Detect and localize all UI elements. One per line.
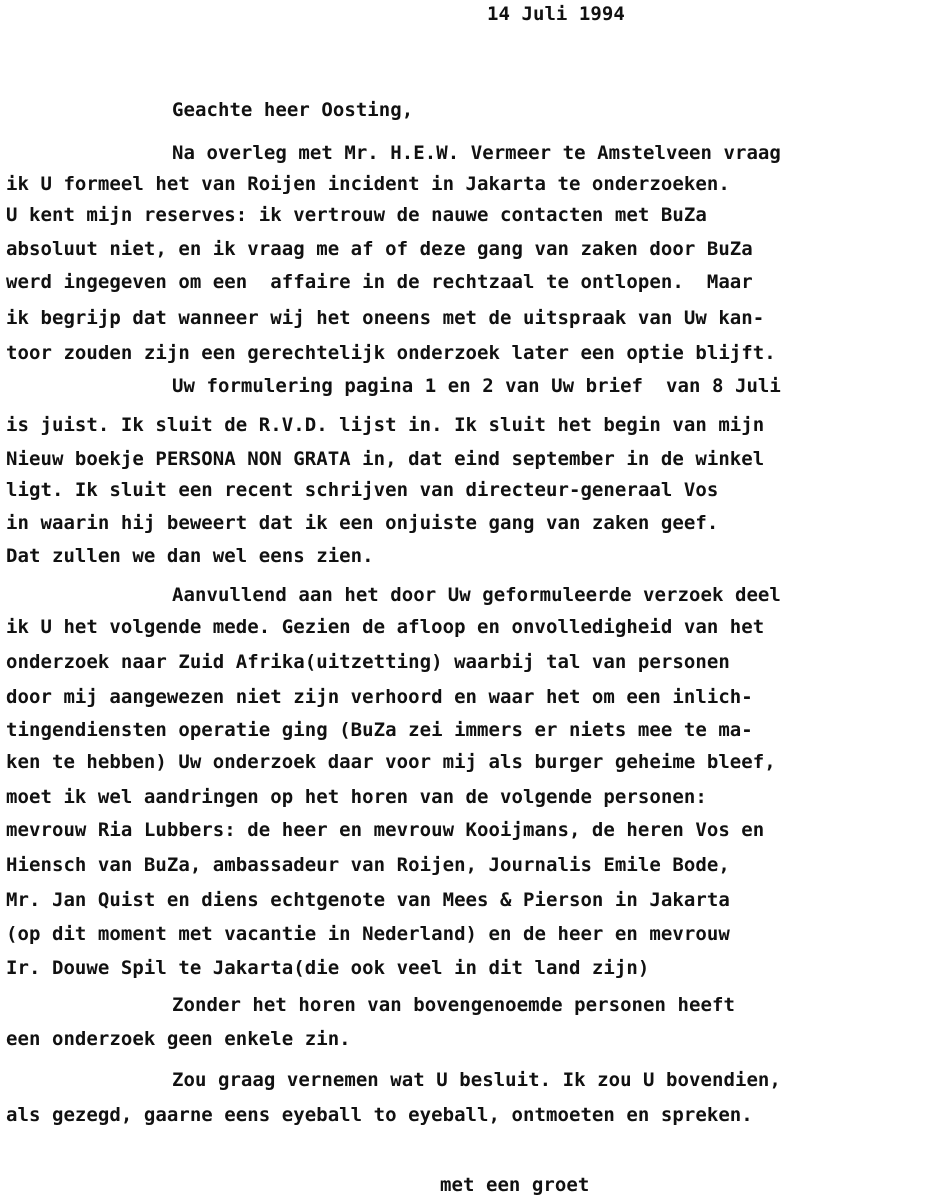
letter-line: als gezegd, gaarne eens eyeball to eyeball, ontmoeten en spreken. xyxy=(6,1104,753,1126)
letter-line: een onderzoek geen enkele zin. xyxy=(6,1028,351,1050)
letter-line: moet ik wel aandringen op het horen van de volgende personen: xyxy=(6,786,707,808)
letter-line: absoluut niet, en ik vraag me af of deze gang van zaken door BuZa xyxy=(6,238,753,260)
letter-line: onderzoek naar Zuid Afrika(uitzetting) waarbij tal van personen xyxy=(6,651,730,673)
letter-closing: met een groet xyxy=(440,1174,590,1196)
letter-line: toor zouden zijn een gerechtelijk onderzoek later een optie blijft. xyxy=(6,342,776,364)
letter-line: Uw formulering pagina 1 en 2 van Uw brief van 8 Juli xyxy=(172,375,781,397)
letter-line: werd ingegeven om een affaire in de rechtzaal te ontlopen. Maar xyxy=(6,271,753,293)
letter-line: in waarin hij beweert dat ik een onjuiste gang van zaken geef. xyxy=(6,512,719,534)
letter-line: Ir. Douwe Spil te Jakarta(die ook veel in dit land zijn) xyxy=(6,957,650,979)
letter-line: Aanvullend aan het door Uw geformuleerde verzoek deel xyxy=(172,584,781,606)
letter-date: 14 Juli 1994 xyxy=(487,3,625,25)
letter-line: Nieuw boekje PERSONA NON GRATA in, dat eind september in de winkel xyxy=(6,448,765,470)
letter-line: door mij aangewezen niet zijn verhoord en waar het om een inlich- xyxy=(6,686,753,708)
letter-line: tingendiensten operatie ging (BuZa zei immers er niets mee te ma- xyxy=(6,719,753,741)
letter-line: (op dit moment met vacantie in Nederland) en de heer en mevrouw xyxy=(6,923,730,945)
letter-line: ik U formeel het van Roijen incident in Jakarta te onderzoeken. xyxy=(6,173,730,195)
letter-line: Zou graag vernemen wat U besluit. Ik zou U bovendien, xyxy=(172,1069,781,1091)
letter-line: Mr. Jan Quist en diens echtgenote van Mees & Pierson in Jakarta xyxy=(6,889,730,911)
letter-line: ik begrijp dat wanneer wij het oneens met de uitspraak van Uw kan- xyxy=(6,307,765,329)
letter-line: ligt. Ik sluit een recent schrijven van directeur-generaal Vos xyxy=(6,479,719,501)
letter-salutation: Geachte heer Oosting, xyxy=(172,99,414,121)
letter-line: ik U het volgende mede. Gezien de afloop en onvolledigheid van het xyxy=(6,616,765,638)
letter-line: Zonder het horen van bovengenoemde personen heeft xyxy=(172,994,735,1016)
letter-line: Dat zullen we dan wel eens zien. xyxy=(6,545,374,567)
letter-line: mevrouw Ria Lubbers: de heer en mevrouw Kooijmans, de heren Vos en xyxy=(6,819,765,841)
letter-line: is juist. Ik sluit de R.V.D. lijst in. Ik sluit het begin van mijn xyxy=(6,414,765,436)
letter-line: Na overleg met Mr. H.E.W. Vermeer te Amstelveen vraag xyxy=(172,142,781,164)
letter-line: Hiensch van BuZa, ambassadeur van Roijen, Journalis Emile Bode, xyxy=(6,854,730,876)
letter-line: ken te hebben) Uw onderzoek daar voor mij als burger geheime bleef, xyxy=(6,751,776,773)
letter-line: U kent mijn reserves: ik vertrouw de nauwe contacten met BuZa xyxy=(6,204,707,226)
